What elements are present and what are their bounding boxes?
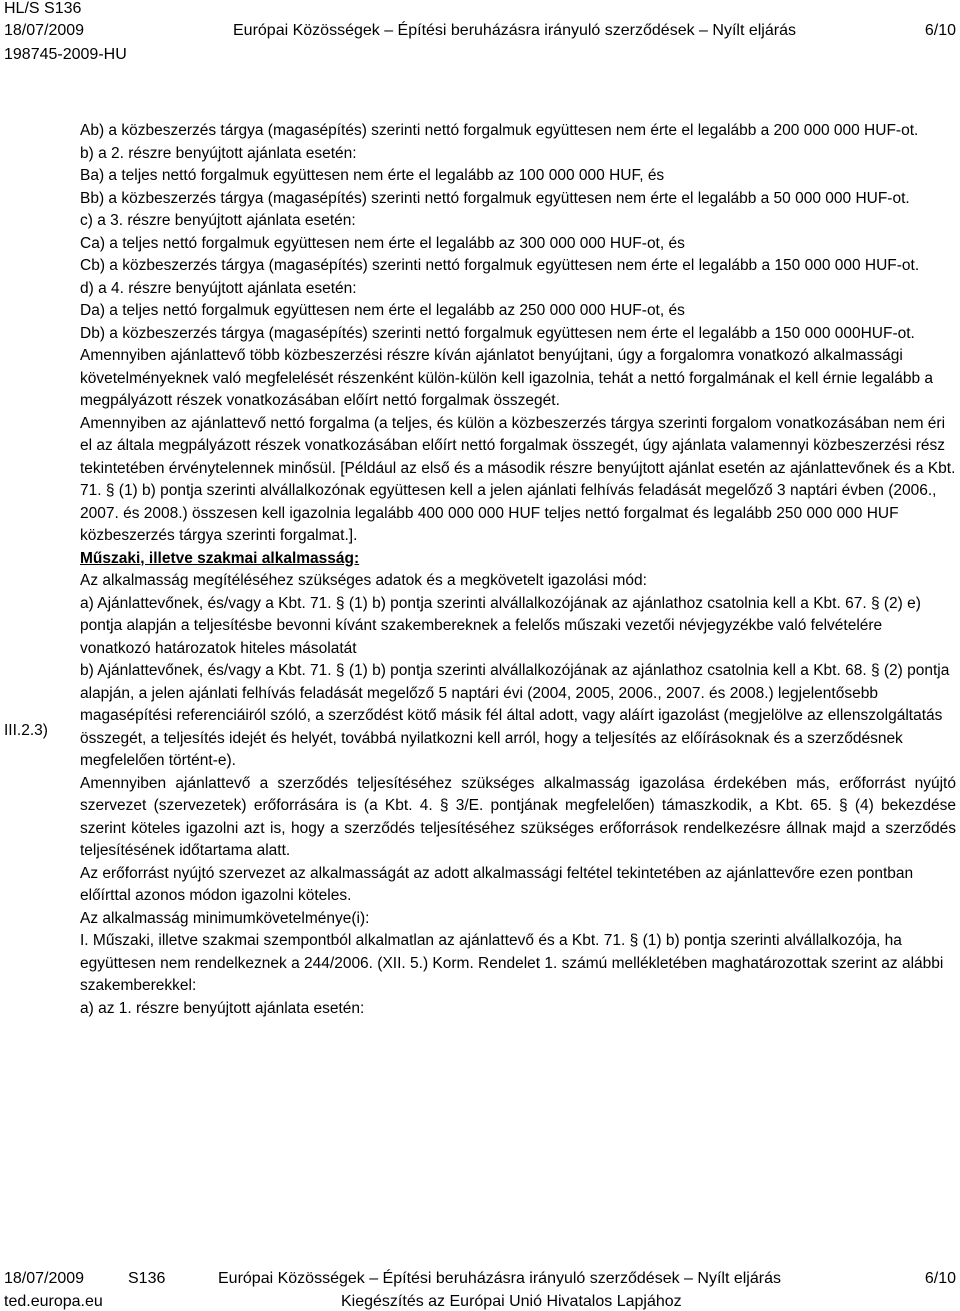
header-ref: 198745-2009-HU [4,46,127,63]
paragraph: Da) a teljes nettó forgalmuk együttesen nem érte el legalább az 250 000 000 HUF-ot, és [80,302,685,319]
paragraph: a) az 1. részre benyújtott ajánlata esetén: [80,999,365,1017]
paragraph: Cb) a közbeszerzés tárgya (magasépítés) szerinti nettó forgalmuk együttesen nem érte el legalább a 150 000 000 HUF-ot. [80,257,920,274]
footer-title: Európai Közösségek – Építési beruházásra irányuló szerződések – Nyílt eljárás [218,1270,781,1287]
paragraph: Amennyiben ajánlattevő több közbeszerzési részre kíván ajánlatot benyújtani, úgy a forgalomra vonatkozó alkalmassági követelményeknek való megfelelését részenként külön-külön kell igazolnia, tehát a nettó forgalmának el kell érnie legalább a megpályázott részek vonatkozásában előírt nettó forgalmak összegét. [80,347,934,409]
paragraph: a) Ajánlattevőnek, és/vagy a Kbt. 71. § (1) b) pontja szerinti alvállalkozójának az ajánlathoz csatolnia kell a Kbt. 67. § (2) e) pontja alapján a teljesítésbe bevonni kívánt szakembereknek a felelős műszaki vezetői névjegyzékbe való felvételére vonatkozó határozatok hiteles másolatát [80,594,921,657]
paragraph: Amennyiben ajánlattevő a szerződés teljesítéséhez szükséges alkalmasság igazolása érdekében más, erőforrást nyújtó szervezet (szervezetek) erőforrására is (a Kbt. 4. § 3/E. pontjának megfelelően) támaszkodik, a Kbt. 65. § (4) bekezdése szerint köteles igazolni azt is, hogy a szerződés teljesítéséhez szükséges erőforrások rendelkezésre állnak majd a szerződés teljesítésének időtartama alatt. [80,774,956,859]
footer-supplement: Kiegészítés az Európai Unió Hivatalos Lapjához [341,1293,682,1310]
header-date: 18/07/2009 [4,22,85,39]
paragraph: Bb) a közbeszerzés tárgya (magasépítés) szerinti nettó forgalmuk együttesen nem érte el legalább a 50 000 000 HUF-ot. [80,189,910,207]
paragraph: Db) a közbeszerzés tárgya (magasépítés) szerinti nettó forgalmuk együttesen nem érte el legalább a 150 000 000HUF-ot. [80,324,915,342]
paragraph: b) Ajánlattevőnek, és/vagy a Kbt. 71. § (1) b) pontja szerinti alvállalkozójának az ajánlathoz csatolnia kell a Kbt. 68. § (2) pontja alapján, a jelen ajánlati felhívás feladását megelőző 5 naptári évi (2004, 2005, 2006., 2007. és 2008.) legjelentősebb magasépítési referenciáiról szóló, a szerződést kötő másik fél által adott, vagy aláírt igazolást (megjelölve az ellenszolgáltatás összegét, a teljesítés idejét és helyét, továbbá nyilatkozni kell arról, hogy a teljesítés az előírásoknak és a szerződésnek megfelelően történt-e). [80,662,950,769]
paragraph: Az alkalmasság megítéléséhez szükséges adatok és a megkövetelt igazolási mód: [80,572,647,589]
footer-issue: S136 [128,1270,166,1287]
footer-site-link[interactable]: ted.europa.eu [4,1293,103,1310]
paragraph: I. Műszaki, illetve szakmai szempontból alkalmatlan az ajánlattevő és a Kbt. 71. § (1) b) pontja szerinti alvállalkozója, ha együttesen nem rendelkeznek a 244/2006. (XII. 5.) Korm. Rendelet 1. számú mellékletében maghatározottak szerint az alábbi szakemberekkel: [80,932,944,994]
paragraph: c) a 3. részre benyújtott ajánlata esetén: [80,212,356,229]
paragraph: b) a 2. részre benyújtott ajánlata esetén: [80,144,357,162]
paragraph: d) a 4. részre benyújtott ajánlata esetén: [80,279,357,297]
section-title: Műszaki, illetve szakmai alkalmasság: [80,549,360,567]
header-page-number: 6/10 [924,22,956,39]
paragraph: Ca) a teljes nettó forgalmuk együttesen nem érte el legalább az 300 000 000 HUF-ot, és [80,234,685,252]
section-number: III.2.3) [4,722,48,739]
paragraph: Ba) a teljes nettó forgalmuk együttesen nem érte el legalább az 100 000 000 HUF, és [80,167,665,184]
paragraph: Az erőforrást nyújtó szervezet az alkalmasságát az adott alkalmassági feltétel tekintetében az ajánlattevőre ezen pontban előírttal azonos módon igazolni köteles. [80,864,914,904]
footer-date: 18/07/2009 [4,1270,85,1287]
footer-page-number: 6/10 [924,1270,956,1287]
paragraph: Az alkalmasság minimumkövetelménye(i): [80,909,370,927]
header-title: Európai Közösségek – Építési beruházásra irányuló szerződések – Nyílt eljárás [233,22,796,39]
doc-id: HL/S S136 [4,0,82,17]
document-body [80,120,956,1020]
paragraph: Amennyiben az ajánlattevő nettó forgalma (a teljes, és külön a közbeszerzés tárgya szerinti forgalom vonatkozásában nem éri el az általa megpályázott részek vonatkozásában előírt nettó forgalmak összegét, úgy ajánlata valamennyi közbeszerzési rész tekintetében érvénytelennek minősül. [Például az első és a második részre benyújtott ajánlat esetén az ajánlattevőnek és a Kbt. 71. § (1) b) pontja szerinti alvállalkozónak együttesen kell a jelen ajánlati felhívás feladását megelőző 3 naptári évben (2006., 2007. és 2008.) összesen kell igazolnia legalább 400 000 000 HUF teljes nettó forgalmat és legalább 250 000 000 HUF közbeszerzés tárgya szerinti forgalmat.]. [80,414,956,544]
paragraph: Ab) a közbeszerzés tárgya (magasépítés) szerinti nettó forgalmuk együttesen nem érte el legalább a 200 000 000 HUF-ot. [80,122,919,139]
